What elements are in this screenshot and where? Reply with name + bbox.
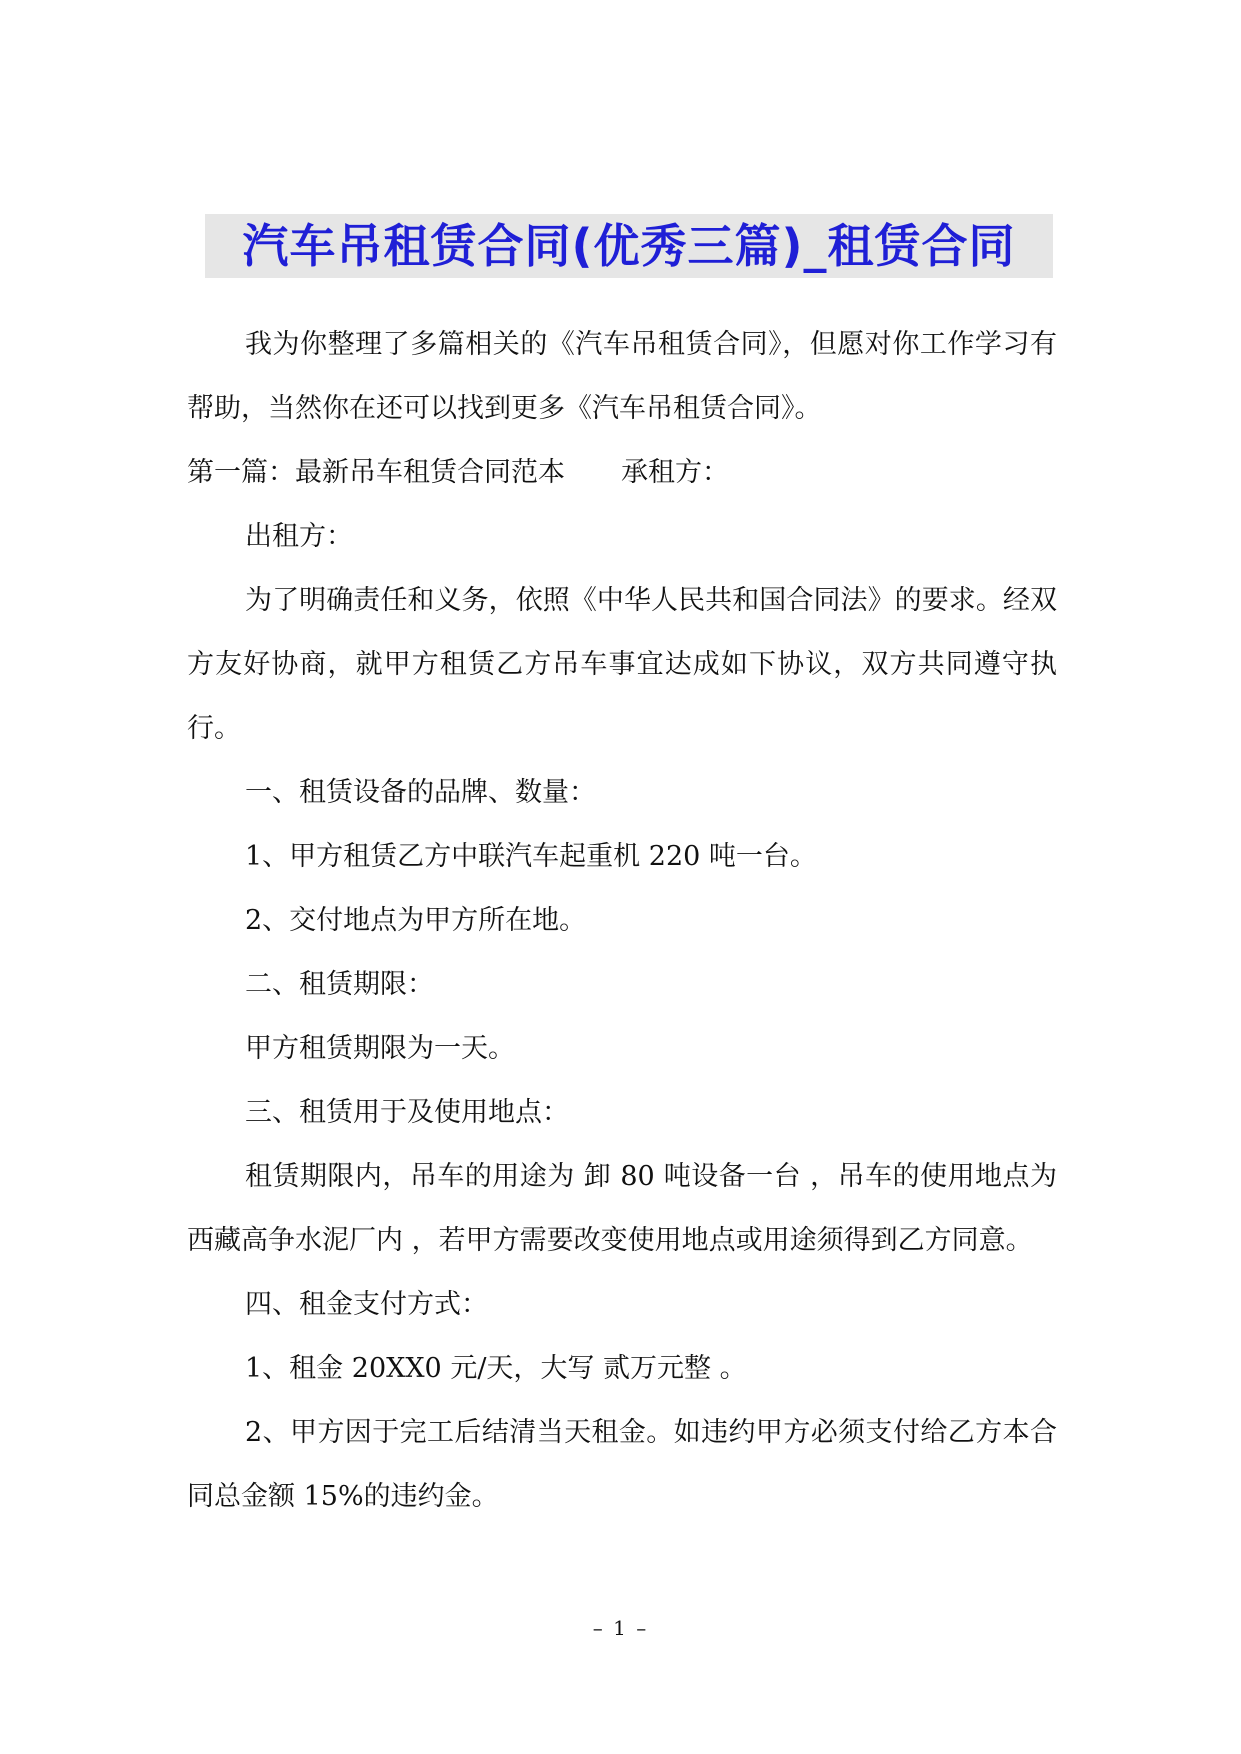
clause2-heading: 二、租赁期限：: [245, 969, 434, 1000]
clause4-heading: 四、租金支付方式：: [245, 1289, 488, 1320]
clause4-item2: 2、甲方因于完工后结清当天租金。如违约甲方必须支付给乙方本合同总金额 15%的违约金。: [187, 1417, 1057, 1512]
document-title: 汽车吊租赁合同(优秀三篇)_租赁合同: [205, 214, 1053, 278]
clause1-heading: 一、租赁设备的品牌、数量：: [245, 777, 596, 808]
clause1-item1: 1、甲方租赁乙方中联汽车起重机 220 吨一台。: [245, 841, 817, 872]
intro-paragraph: 我为你整理了多篇相关的《汽车吊租赁合同》，但愿对你工作学习有帮助，当然你在还可以找到更多《汽车吊租赁合同》。: [187, 329, 1057, 424]
clause4-item1: 1、租金 20XX0 元/天，大写 贰万元整 。: [245, 1353, 747, 1384]
preamble-paragraph: 为了明确责任和义务，依照《中华人民共和国合同法》的要求。经双方友好协商，就甲方租赁乙方吊车事宜达成如下协议，双方共同遵守执行。: [187, 585, 1057, 744]
section-heading-line: [187, 441, 1057, 505]
document-body: [187, 313, 1057, 1529]
clause1-item2: 2、交付地点为甲方所在地。: [245, 905, 587, 936]
clause2-text: 甲方租赁期限为一天。: [245, 1033, 515, 1064]
page-number: – 1 –: [592, 1616, 649, 1640]
section-heading: 第一篇：最新吊车租赁合同范本: [187, 457, 565, 488]
lessee-label: 承租方：: [621, 457, 729, 488]
clause3-heading: 三、租赁用于及使用地点：: [245, 1097, 569, 1128]
lessor-label: 出租方：: [245, 521, 353, 552]
clause3-text: 租赁期限内，吊车的用途为 卸 80 吨设备一台 ，吊车的使用地点为 西藏高争水泥厂内 ，若甲方需要改变使用地点或用途须得到乙方同意。: [187, 1161, 1057, 1256]
